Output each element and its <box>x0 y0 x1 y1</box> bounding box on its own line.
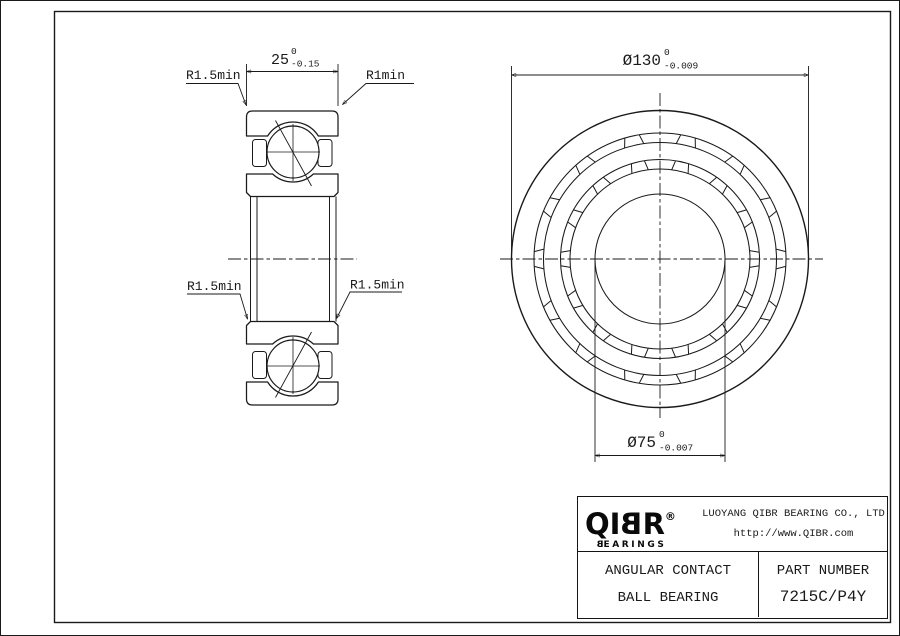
cage-section-bottom-left <box>253 352 267 379</box>
part-number-value: 7215C/P4Y <box>779 588 867 606</box>
leader-top-left <box>186 84 246 106</box>
company-website: http://www.QIBR.com <box>733 528 854 540</box>
registered-trademark-icon: ® <box>664 510 676 523</box>
company-info <box>686 497 887 551</box>
title-block-header-row <box>578 497 887 552</box>
width-lower-tolerance: -0.15 <box>291 58 320 70</box>
product-line1: ANGULAR CONTACT <box>604 563 732 579</box>
fillet-callouts <box>186 68 414 319</box>
fillet-label-top-left: R1.5min <box>186 68 241 83</box>
fillet-label-bottom-left: R1.5min <box>187 279 242 294</box>
width-value: 25 <box>270 52 289 69</box>
product-description <box>578 552 759 617</box>
bore-lower-tolerance: -0.007 <box>659 442 694 454</box>
width-upper-tolerance: 0 <box>291 46 297 57</box>
cage-section-top-left <box>253 140 267 167</box>
title-block <box>577 496 888 619</box>
od-upper-tolerance: 0 <box>664 47 670 58</box>
part-number-cell <box>759 552 887 617</box>
qibr-logo <box>578 497 686 551</box>
product-line2: BALL BEARING <box>617 590 719 606</box>
leader-bottom-left <box>187 294 248 319</box>
leader-bottom-right <box>337 292 403 319</box>
front-view <box>500 93 823 418</box>
title-block-detail-row <box>578 552 887 617</box>
cage-section-bottom-right <box>318 352 332 379</box>
fillet-label-bottom-right: R1.5min <box>350 277 405 293</box>
logo-wordmark: QIBR® <box>585 507 676 541</box>
fillet-label-top-right: R1min <box>366 68 406 83</box>
part-number-label: PART NUMBER <box>776 563 870 579</box>
section-view <box>228 111 357 405</box>
leader-top-right <box>343 84 415 105</box>
company-name: LUOYANG QIBR BEARING CO., LTD <box>702 508 885 520</box>
bore-value: Ø75 <box>627 434 656 452</box>
cage-section-top-right <box>318 140 332 167</box>
od-value: Ø130 <box>622 52 661 70</box>
width-dimension <box>247 46 339 106</box>
od-lower-tolerance: -0.009 <box>664 60 699 72</box>
bore-upper-tolerance: 0 <box>659 429 665 440</box>
logo-subtext: BEARINGS <box>594 540 667 550</box>
